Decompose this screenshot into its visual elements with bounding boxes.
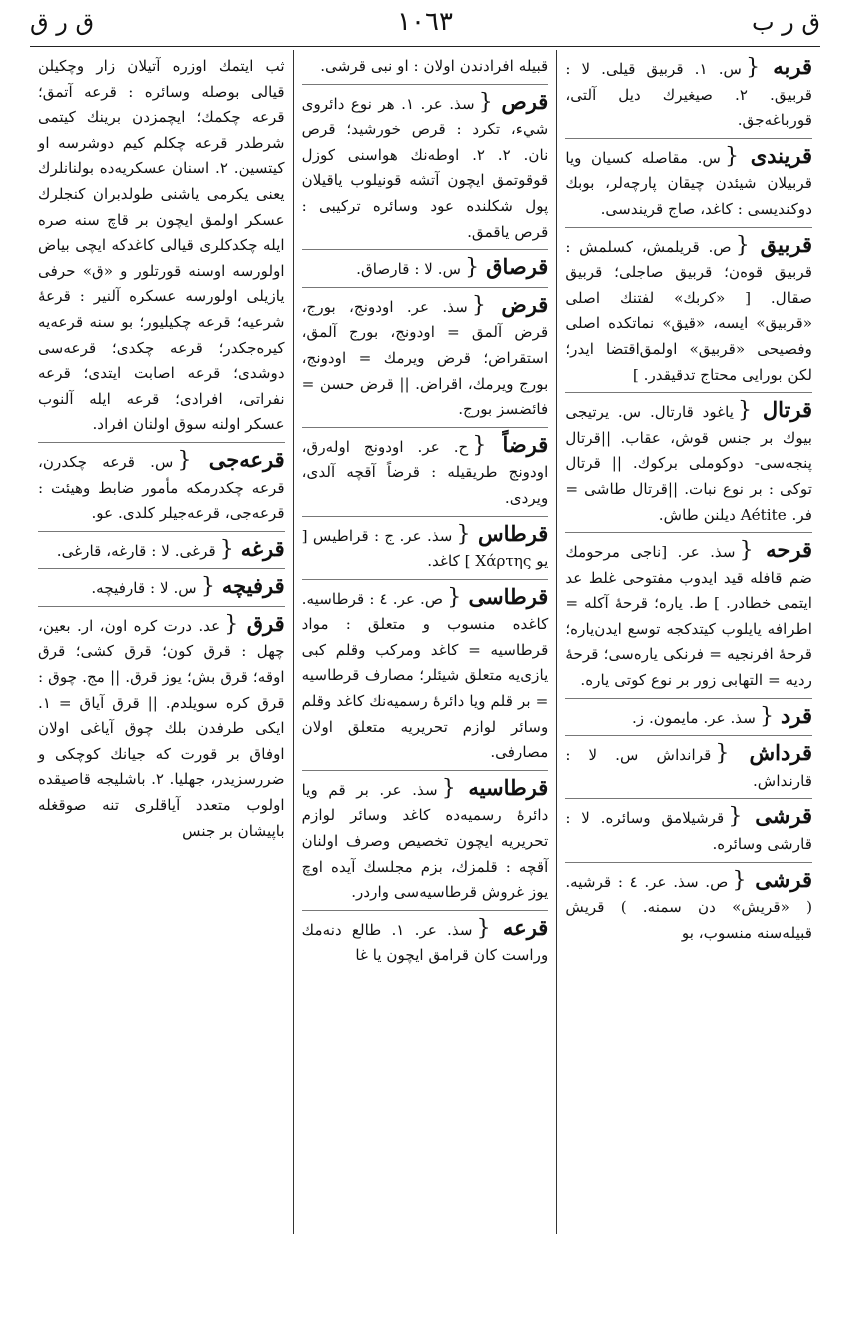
entry-definition: قبيله افرادندن اولان : او نبى قرشى. bbox=[320, 57, 549, 75]
dictionary-entry bbox=[38, 442, 285, 527]
dictionary-entry bbox=[565, 862, 812, 947]
entry-headword: قرطاسى { bbox=[447, 584, 548, 609]
dictionary-entry bbox=[565, 532, 812, 694]
dictionary-entry bbox=[565, 392, 812, 528]
dictionary-entry bbox=[38, 606, 285, 844]
dictionary-entry bbox=[565, 54, 812, 134]
entry-definition: عد. درت كره اون، ار. بعين، چهل : قرق كون؛ قرق كشى؛ قرق اوقه؛ قرق بش؛ يوز قرق. || مج. چوق : قرق كره سويلدم. || قرق آياق = ١. ايكى طرفدن بلك چوق آياغى اولان اوفاق بر قورت كه جيانك كوچكى و ضررسزيدر، جهليا. ٢. باشليجه قاصيقده اولوب متعدد آياقلرى تنه صوقغله باپيشان بر جنس bbox=[37, 616, 285, 840]
entry-headword: قرداش { bbox=[715, 740, 812, 765]
entry-definition: سذ. عر. ١. طالع دنه‌مك وراست كان قرامق ايچون يا غا bbox=[301, 920, 549, 965]
entry-headword: قرطاس { bbox=[457, 521, 549, 546]
dictionary-entry bbox=[302, 427, 549, 512]
entry-definition: سذ. عر. مايمون. ز. bbox=[631, 708, 757, 727]
dictionary-entry bbox=[38, 531, 285, 565]
entry-headword: قرق { bbox=[224, 611, 284, 636]
entry-headword: قرتال { bbox=[738, 397, 812, 422]
entry-definition: س. ١. قربيق قيلى. لا : قربيق. ٢. صيغيرك ديل آلتى، قورباغه‌جق. bbox=[565, 60, 812, 130]
entry-definition: س. لا : قارصاق. bbox=[356, 260, 462, 279]
dictionary-entry bbox=[565, 798, 812, 857]
entry-definition: سذ. عر. ١. هر نوع دائروى شيء، تكرد : قرص خورشيد؛ قرص نان. ٢. ٢. اوطه‌نك هواسنى كوزل قوقوتمق ايچون آتشه قونيلوب ياقيلان پول شكلنده عود وسائره تركيبى : قرص ياقمق. bbox=[301, 94, 549, 241]
entry-definition: ياغود قارتال. س. يرتيجى بيوك بر جنس قوش، عقاب. ||قرتال پنجه‌سى- دوكوملى بركوك. || قرتال توكى : بر نوع نبات. ||قرتال طاشى = فر. Aétite ديلنن طاش. bbox=[565, 403, 812, 524]
dictionary-entry bbox=[302, 287, 549, 423]
dictionary-entry bbox=[302, 516, 549, 575]
entry-headword: قرشى { bbox=[728, 803, 812, 828]
entry-definition: قرانداش س. لا : قارنداش. bbox=[565, 746, 812, 790]
entry-headword: قرعه { bbox=[477, 915, 549, 940]
entry-definition: س. قرعه چكدرن، قرعه چكدرمكه مأمور ضابط وهيئت : قرعه‌جى، قرعه‌جيلر كلدى. عو. bbox=[37, 452, 285, 523]
entry-headword: قرطاسيه { bbox=[442, 775, 549, 800]
entry-headword: قربيق { bbox=[736, 232, 812, 257]
dictionary-entry bbox=[565, 138, 812, 223]
dictionary-entry bbox=[38, 568, 285, 602]
entry-definition: قرشيلامق وسائره. لا : قارشى وسائره. bbox=[565, 809, 812, 854]
column-middle bbox=[294, 50, 558, 1234]
column-right bbox=[557, 50, 820, 1234]
entry-headword: قرغه { bbox=[220, 536, 285, 561]
entry-definition: سذ. عر. اودونج، بورج، قرض آلمق = اودونج، بورج آلمق، استقراض؛ قرض ويرمك = اودونج، بورج ويرمك، اقراض. || قرض حسن = فائضسز بورج. bbox=[301, 297, 549, 419]
header-rule bbox=[30, 46, 820, 47]
column-left bbox=[30, 50, 294, 1234]
entry-definition: ص. قريلمش، كسلمش : قربيق قوه‌ن؛ قربيق صاجلى؛ قربيق صقال. [ «كربك» لفتنك اصلى «قربيق» ايسه، «قيق» نماتكده اصلى وفصيحى «قربيق» اولمق‌اقتضا ايدر؛ لكن بورايى محتاج تدقيقدر. ] bbox=[565, 237, 812, 384]
dictionary-entry bbox=[302, 579, 549, 766]
dictionary-entry bbox=[565, 698, 812, 732]
dictionary-entry bbox=[38, 54, 285, 438]
entry-headword: قرض { bbox=[472, 292, 548, 317]
entry-headword: قرفيچه { bbox=[201, 573, 285, 598]
header-left-guide: ق ر ق bbox=[30, 8, 95, 36]
entry-headword: قرد { bbox=[760, 703, 812, 728]
entry-definition: قرغى. لا : قارغه، قارغى. bbox=[56, 541, 216, 560]
entry-definition: ص. عر. ٤ : قرطاسيه. كاغده منسوب و متعلق : مواد قرطاسيه = كاغد ومركب وقلم كبى يازى‌يه متعلق شيئلر؛ مصارف قرطاسيه = بر قلم ويا دائرهٔ رسميه‌نك كاغد وقلم وسائر لوازم تحريريه متعلق اولان مصارفى. bbox=[301, 589, 549, 762]
dictionary-entry bbox=[302, 84, 549, 246]
entry-headword: قرصاق { bbox=[465, 254, 548, 279]
page-number: ١٠٦٣ bbox=[397, 7, 453, 37]
dictionary-entry bbox=[565, 735, 812, 794]
entry-headword: قريندى { bbox=[725, 143, 812, 168]
columns bbox=[30, 50, 820, 1234]
entry-definition: سذ. عر. ج : قراطيس [ يو Χάρτης ] كاغد. bbox=[301, 526, 549, 571]
page-header bbox=[30, 0, 820, 44]
entry-headword: قربه‌ { bbox=[746, 54, 812, 79]
entry-headword: قرص { bbox=[479, 89, 549, 114]
dictionary-entry bbox=[302, 770, 549, 906]
entry-definition: س. لا : قارفيچه. bbox=[91, 579, 197, 598]
dictionary-entry bbox=[302, 54, 549, 80]
entry-definition: ثب ايتمك اوزره آتيلان زار وچكيلن قيالى بوصله وسائره : قرعه آتمق؛ قرعه چكمك؛ ايچمزدن برينك كيتمى شرطدر قرعه چكلم كيم دوشرسه او كيتسين. ٢. اسنان عسكريه‌ده بولنانلرك يعنى يكرمى ياشنى طولدبران كنجلرك عسكر اولمق ايچون بر قاچ سنه صره ايله چكدكلرى قيالى كاغدكه ايچى بياض اولورسه اوسنه قورتلور و «ق» حرفى يازيلى اولورسه عسكره آلنير : قرعهٔ شرعيه؛ قرعه چكيليور؛ بو سنه قرعه‌يه كيره‌جكدر؛ قرعه چكدى؛ قرعه‌سى دوشدى؛ قرعه اصابت ايتدى؛ قرعه نفراتى، افرادى؛ قرعه ايله آلنوب عسكر اولنه سوق اولنان افراد. bbox=[37, 57, 285, 434]
entry-definition: ح. عر. اودونج اوله‌رق، اودونج طريقيله : قرضاً آقچه آلدى، ويردى. bbox=[301, 437, 549, 507]
entry-headword: قرعه‌جى { bbox=[178, 447, 285, 472]
entry-headword: قرحه { bbox=[740, 537, 812, 562]
header-right-guide: ق ر ب bbox=[751, 8, 820, 36]
entry-definition: سذ. عر. بر قم ويا دائرهٔ رسميه‌ده كاغد وسائر لوازم تحريريه ايچون تخصيص وصرف اولنان آقچه : قلمزك، بزم مجلسك آيده اوچ يوز غروش قرطاسيه‌سى واردر. bbox=[301, 780, 549, 902]
dictionary-entry bbox=[302, 910, 549, 969]
entry-definition: سذ. عر. [ناجى مرحومك ضم قافله قيد ايدوب مفتوحى غلط عد ايتمى خطادر. ] ط. ياره؛ قرحهٔ آكله = اطرافه يايلوب كيتدكجه توسع ايدن‌ياره؛ قرحهٔ افرنجيه = فرنكى ياره‌سى؛ قرحهٔ رديه = التهابى زور بر نوع كوتى ياره. bbox=[565, 543, 812, 690]
entry-definition: ص. سذ. عر. ٤ : قرشيه. ( «قريش» دن سمنه. ) قريش قبيله‌سنه منسوب، بو bbox=[565, 872, 812, 942]
entry-headword: قرضاً { bbox=[472, 432, 548, 457]
entry-definition: س. مقاصله كسيان ويا قربيلان شيئدن چيقان پارچه‌لر، بوبك دوكنديسى : كاغد، صاج قريندسى. bbox=[565, 148, 812, 218]
entry-headword: قرشى { bbox=[733, 867, 813, 892]
dictionary-entry bbox=[565, 227, 812, 389]
dictionary-entry bbox=[302, 249, 549, 283]
